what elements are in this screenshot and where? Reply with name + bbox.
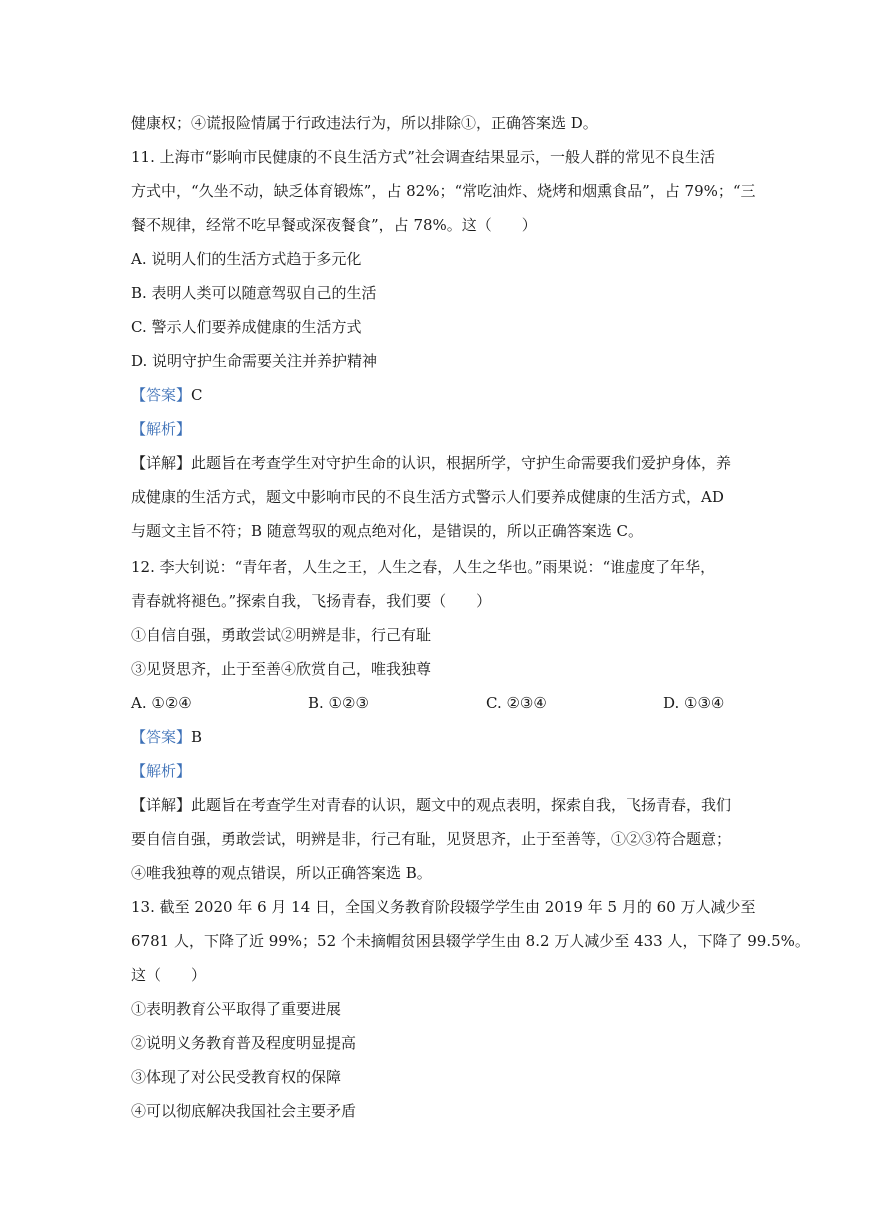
analysis-line — [131, 761, 743, 781]
option-b: B. ①②③ — [308, 694, 369, 712]
answer-value: C — [191, 386, 203, 404]
text-line: 这（ ） — [131, 966, 207, 984]
text-line: 6781 人，下降了近 99%；52 个未摘帽贫困县辍学学生由 8.2 万人减少至 433 人，下降了 99.5%。 — [131, 932, 810, 950]
statement-line: ③见贤思齐，止于至善④欣赏自己，唯我独尊 — [131, 660, 432, 678]
detail-text: 此题旨在考查学生对青春的认识，题文中的观点表明，探索自我，飞扬青春，我们 — [191, 796, 732, 814]
statement-line: ③体现了对公民受教育权的保障 — [131, 1068, 342, 1086]
option-a: A. 说明人们的生活方式趋于多元化 — [131, 250, 362, 268]
statement-line: ①表明教育公平取得了重要进展 — [131, 1000, 342, 1018]
detail-text: 此题旨在考查学生对守护生命的认识，根据所学，守护生命需要我们爱护身体，养 — [191, 454, 732, 472]
detail-tag: 【详解】 — [131, 796, 192, 814]
answer-value: B — [191, 728, 203, 746]
question-11-stem: 11. 上海市“影响市民健康的不良生活方式”社会调查结果显示，一般人群的常见不良生活 — [131, 148, 715, 166]
analysis-line — [131, 419, 743, 439]
text-line: 要自信自强，勇敢尝试，明辨是非，行己有耻，见贤思齐，止于至善等，①②③符合题意； — [131, 830, 732, 848]
statement-line: ④可以彻底解决我国社会主要矛盾 — [131, 1102, 357, 1120]
text-line: 成健康的生活方式，题文中影响市民的不良生活方式警示人们要养成健康的生活方式，AD — [131, 488, 724, 506]
detail-line — [131, 795, 743, 815]
answer-line — [131, 727, 743, 747]
option-a: A. ①②④ — [131, 694, 192, 712]
analysis-tag: 【解析】 — [131, 762, 192, 780]
option-c: C. 警示人们要养成健康的生活方式 — [131, 318, 362, 336]
statement-line: ②说明义务教育普及程度明显提高 — [131, 1034, 357, 1052]
text-line: ④唯我独尊的观点错误，所以正确答案选 B。 — [131, 864, 432, 882]
answer-line — [131, 385, 743, 405]
text-line: 与题文主旨不符；B 随意驾驭的观点绝对化，是错误的，所以正确答案选 C。 — [131, 522, 644, 540]
option-d: D. ①③④ — [663, 694, 725, 712]
text-line: 方式中，“久坐不动，缺乏体育锻炼”，占 82%；“常吃油炸、烧烤和烟熏食品”，占 79%；“三 — [131, 182, 756, 200]
detail-line — [131, 453, 743, 473]
option-c: C. ②③④ — [486, 694, 547, 712]
text-line: 餐不规律，经常不吃早餐或深夜餐食”，占 78%。这（ ） — [131, 216, 537, 234]
text-line: 健康权；④谎报险情属于行政违法行为，所以排除①，正确答案选 D。 — [131, 114, 598, 132]
answer-tag: 【答案】 — [131, 386, 192, 404]
question-12-stem: 12. 李大钊说：“青年者，人生之王，人生之春，人生之华也。”雨果说：“谁虚度了年华， — [131, 558, 716, 576]
statement-line: ①自信自强，勇敢尝试②明辨是非，行己有耻 — [131, 626, 432, 644]
text-line: 青春就将褪色。”探索自我，飞扬青春，我们要（ ） — [131, 592, 492, 610]
analysis-tag: 【解析】 — [131, 420, 192, 438]
detail-tag: 【详解】 — [131, 454, 192, 472]
option-d: D. 说明守护生命需要关注并养护精神 — [131, 352, 378, 370]
answer-tag: 【答案】 — [131, 728, 192, 746]
question-13-stem: 13. 截至 2020 年 6 月 14 日，全国义务教育阶段辍学学生由 2019 年 5 月的 60 万人减少至 — [131, 898, 756, 916]
option-b: B. 表明人类可以随意驾驭自己的生活 — [131, 284, 377, 302]
